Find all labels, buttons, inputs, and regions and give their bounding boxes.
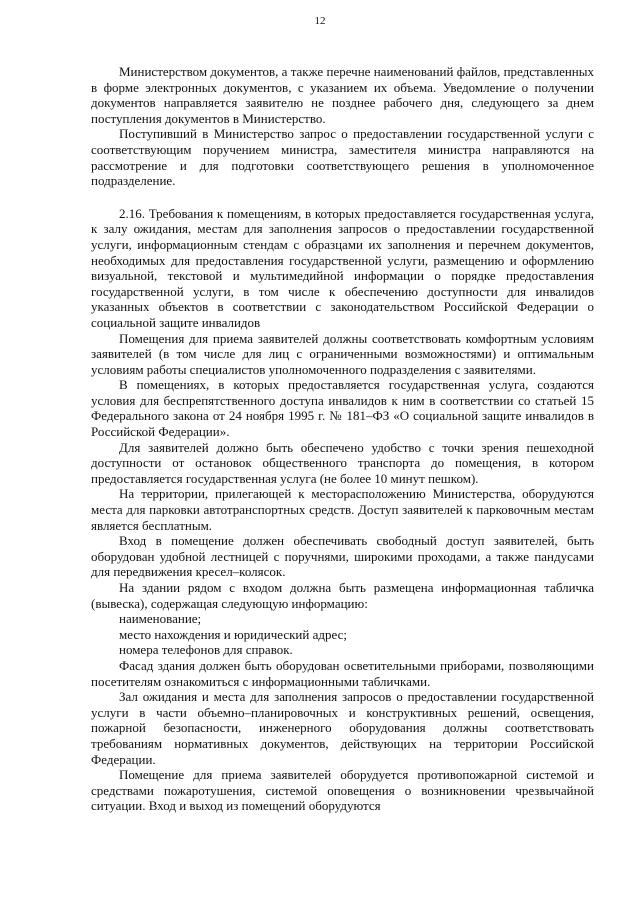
paragraph-waiting-hall: Зал ожидания и места для заполнения запросов о предоставлении государственной услуги в части объемно–планировочных и конструктивных решений, освещения, пожарной безопасности, инженерного оборудования должны соответствовать требованиям нормативных документов, действующих на территории Российской Федерации.: [91, 689, 594, 767]
paragraph-document-receipt-notice: Министерством документов, а также перечне наименований файлов, представленных в форме электронных документов, с указанием их объема. Уведомление о получении документов направляется заявителю не позднее рабочего дня, следующего за днем поступления документов в Министерство.: [91, 64, 594, 126]
list-item-name: наименование;: [119, 611, 202, 627]
paragraph-reception-rooms: Помещения для приема заявителей должны соответствовать комфортным условиям заявителей (в том числе для лиц с ограниченными возможностями) и оптимальным условиям работы специалистов уполномоченного подразделения с заявителями.: [91, 330, 594, 377]
paragraph-entrance: Вход в помещение должен обеспечивать свободный доступ заявителей, быть оборудован удобной лестницей с поручнями, широкими проходами, а также пандусами для передвижения кресел–колясок.: [91, 533, 594, 580]
list-item-phones: номера телефонов для справок.: [119, 642, 293, 658]
paragraph-request-routing: Поступивший в Министерство запрос о предоставлении государственной услуги с соответствующим поручением министра, заместителя министра направляются на рассмотрение и для подготовки соответствующего решения в уполномоченное подразделение.: [91, 126, 594, 189]
paragraph-section-2-16-heading: 2.16. Требования к помещениям, в которых предоставляется государственная услуга, к залу ожидания, местам для заполнения запросов о предоставлении государственной услуги, информационным стендам с образцами их заполнения и перечнем документов, необходимых для предоставления государственной услуги, размещению и оформлению визуальной, текстовой и мультимедийной информации о порядке предоставления государственной услуги, в том числе к обеспечению доступности для инвалидов указанных объектов в соответствии с законодательством Российской Федерации о социальной защите инвалидов: [91, 205, 594, 330]
paragraph-pedestrian-access: Для заявителей должно быть обеспечено удобство с точки зрения пешеходной доступности от остановок общественного транспорта до помещения, в котором предоставляется государственная услуга (не более 10 минут пешком).: [91, 439, 594, 486]
page-number: 12: [314, 15, 326, 27]
list-item-address: место нахождения и юридический адрес;: [119, 626, 347, 642]
document-body: [91, 64, 594, 814]
paragraph-disabled-access: В помещениях, в которых предоставляется государственная услуга, создаются условия для беспрепятственного доступа инвалидов к ним в соответствии со статьей 15 Федерального закона от 24 ноября 1995 г. № 181–ФЗ «О социальной защите инвалидов в Российской Федерации».: [91, 377, 594, 440]
paragraph-facade-lighting: Фасад здания должен быть оборудован осветительными приборами, позволяющими посетителям ознакомиться с информационными табличками.: [91, 657, 594, 689]
paragraph-fire-safety: Помещение для приема заявителей оборудуется противопожарной системой и средствами пожаротушения, системой оповещения о возникновении чрезвычайной ситуации. Вход и выход из помещений оборудуются: [91, 767, 594, 814]
paragraph-parking: На территории, прилегающей к месторасположению Министерства, оборудуются места для парковки автотранспортных средств. Доступ заявителей к парковочным местам является бесплатным.: [91, 486, 594, 533]
paragraph-signboard: На здании рядом с входом должна быть размещена информационная табличка (вывеска), содержащая следующую информацию:: [91, 580, 594, 611]
